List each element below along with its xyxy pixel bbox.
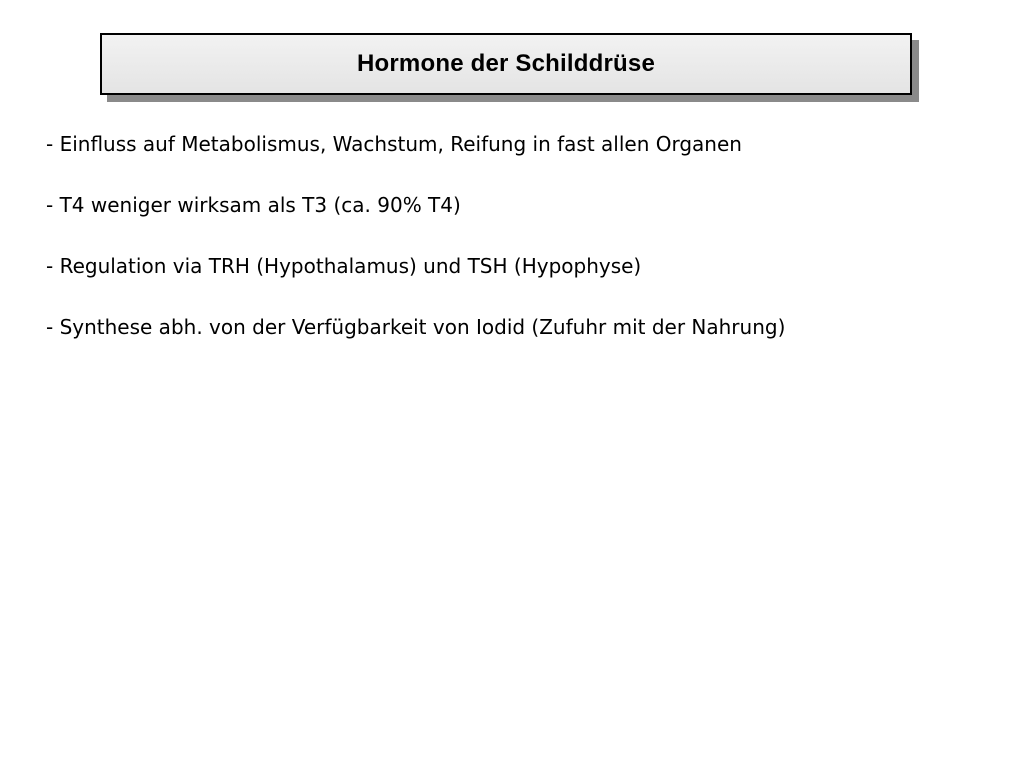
bullet-item-t4-t3: - T4 weniger wirksam als T3 (ca. 90% T4)	[46, 193, 461, 217]
bullet-item-metabolism: - Einfluss auf Metabolismus, Wachstum, Reifung in fast allen Organen	[46, 132, 742, 156]
bullet-list	[46, 128, 785, 372]
slide-title: Hormone der Schilddrüse	[357, 50, 655, 77]
title-box	[100, 33, 912, 95]
bullet-item-synthesis: - Synthese abh. von der Verfügbarkeit von Iodid (Zufuhr mit der Nahrung)	[46, 315, 786, 339]
bullet-item-regulation: - Regulation via TRH (Hypothalamus) und TSH (Hypophyse)	[46, 254, 642, 278]
